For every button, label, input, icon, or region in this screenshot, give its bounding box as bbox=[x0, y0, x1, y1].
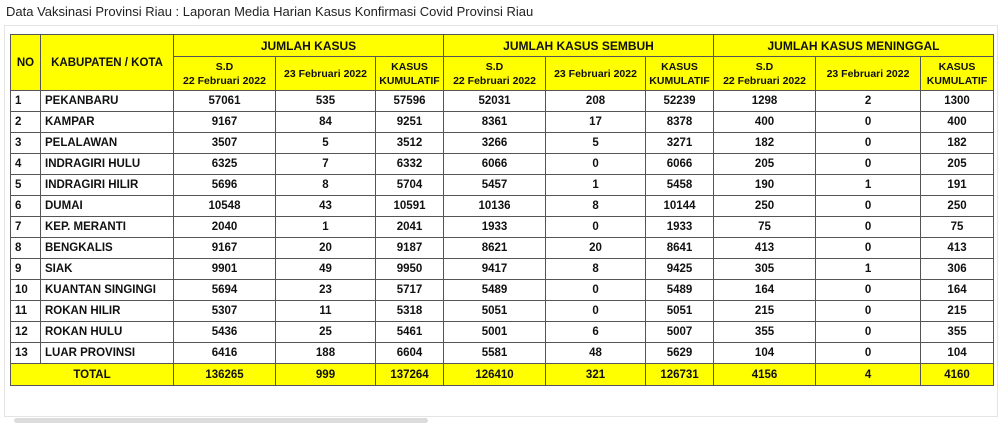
total-value: 999 bbox=[276, 364, 376, 386]
value-cell: 8 bbox=[546, 259, 646, 280]
subheader-cases-sd bbox=[174, 57, 276, 91]
value-cell: 8 bbox=[546, 196, 646, 217]
value-cell: 215 bbox=[714, 301, 816, 322]
table-row bbox=[11, 280, 994, 301]
value-cell: 9950 bbox=[376, 259, 444, 280]
value-cell: 3271 bbox=[646, 133, 714, 154]
value-cell: 6332 bbox=[376, 154, 444, 175]
value-cell: 413 bbox=[921, 238, 994, 259]
value-cell: 0 bbox=[816, 154, 921, 175]
value-cell: 306 bbox=[921, 259, 994, 280]
value-cell: 0 bbox=[546, 217, 646, 238]
table-row bbox=[11, 343, 994, 364]
value-cell: 250 bbox=[714, 196, 816, 217]
value-cell: 305 bbox=[714, 259, 816, 280]
value-cell: 5489 bbox=[444, 280, 546, 301]
value-cell: 6604 bbox=[376, 343, 444, 364]
value-cell: 9251 bbox=[376, 112, 444, 133]
value-cell: 5318 bbox=[376, 301, 444, 322]
row-number: 3 bbox=[11, 133, 41, 154]
region-name: KEP. MERANTI bbox=[41, 217, 174, 238]
value-cell: 57596 bbox=[376, 91, 444, 112]
subheader-sd-line2: 22 Februari 2022 bbox=[453, 74, 536, 87]
value-cell: 5458 bbox=[646, 175, 714, 196]
value-cell: 191 bbox=[921, 175, 994, 196]
value-cell: 1298 bbox=[714, 91, 816, 112]
value-cell: 3512 bbox=[376, 133, 444, 154]
value-cell: 0 bbox=[816, 196, 921, 217]
region-name: LUAR PROVINSI bbox=[41, 343, 174, 364]
subheader-cum-line1: KASUS bbox=[391, 60, 428, 73]
value-cell: 10144 bbox=[646, 196, 714, 217]
value-cell: 9167 bbox=[174, 238, 276, 259]
row-number: 8 bbox=[11, 238, 41, 259]
subheader-cum-line2: KUMULATIF bbox=[379, 74, 440, 87]
horizontal-scrollbar[interactable] bbox=[14, 418, 428, 423]
total-value: 126731 bbox=[646, 364, 714, 386]
value-cell: 250 bbox=[921, 196, 994, 217]
value-cell: 49 bbox=[276, 259, 376, 280]
total-label: TOTAL bbox=[11, 364, 174, 386]
subheader-recovered-sd bbox=[444, 57, 546, 91]
value-cell: 8378 bbox=[646, 112, 714, 133]
table-header bbox=[11, 35, 994, 91]
row-number: 12 bbox=[11, 322, 41, 343]
header-group-deaths: JUMLAH KASUS MENINGGAL bbox=[714, 35, 994, 57]
total-value: 136265 bbox=[174, 364, 276, 386]
value-cell: 9417 bbox=[444, 259, 546, 280]
region-name: KUANTAN SINGINGI bbox=[41, 280, 174, 301]
value-cell: 205 bbox=[921, 154, 994, 175]
region-name: ROKAN HILIR bbox=[41, 301, 174, 322]
value-cell: 0 bbox=[816, 217, 921, 238]
value-cell: 10548 bbox=[174, 196, 276, 217]
row-number: 9 bbox=[11, 259, 41, 280]
value-cell: 0 bbox=[816, 133, 921, 154]
value-cell: 0 bbox=[816, 301, 921, 322]
subheader-cases-cumulative bbox=[376, 57, 444, 91]
table-row bbox=[11, 154, 994, 175]
table-row bbox=[11, 301, 994, 322]
table-row bbox=[11, 238, 994, 259]
region-name: PELALAWAN bbox=[41, 133, 174, 154]
value-cell: 190 bbox=[714, 175, 816, 196]
table-footer bbox=[11, 364, 994, 386]
subheader-sd-line1: S.D bbox=[215, 60, 234, 73]
total-value: 126410 bbox=[444, 364, 546, 386]
value-cell: 0 bbox=[816, 238, 921, 259]
row-number: 6 bbox=[11, 196, 41, 217]
table-row bbox=[11, 112, 994, 133]
value-cell: 8641 bbox=[646, 238, 714, 259]
subheader-recovered-cumulative bbox=[646, 57, 714, 91]
value-cell: 43 bbox=[276, 196, 376, 217]
region-name: INDRAGIRI HULU bbox=[41, 154, 174, 175]
region-name: SIAK bbox=[41, 259, 174, 280]
value-cell: 0 bbox=[546, 301, 646, 322]
value-cell: 6 bbox=[546, 322, 646, 343]
value-cell: 9167 bbox=[174, 112, 276, 133]
value-cell: 0 bbox=[816, 112, 921, 133]
value-cell: 5581 bbox=[444, 343, 546, 364]
value-cell: 2041 bbox=[376, 217, 444, 238]
region-name: KAMPAR bbox=[41, 112, 174, 133]
value-cell: 2040 bbox=[174, 217, 276, 238]
value-cell: 5489 bbox=[646, 280, 714, 301]
page-caption: Data Vaksinasi Provinsi Riau : Laporan Media Harian Kasus Konfirmasi Covid Provinsi Riau bbox=[6, 4, 534, 19]
table-row bbox=[11, 259, 994, 280]
value-cell: 25 bbox=[276, 322, 376, 343]
header-group-cases: JUMLAH KASUS bbox=[174, 35, 444, 57]
value-cell: 8621 bbox=[444, 238, 546, 259]
value-cell: 7 bbox=[276, 154, 376, 175]
table-row bbox=[11, 322, 994, 343]
value-cell: 5 bbox=[546, 133, 646, 154]
value-cell: 6416 bbox=[174, 343, 276, 364]
row-number: 13 bbox=[11, 343, 41, 364]
value-cell: 0 bbox=[546, 280, 646, 301]
value-cell: 5051 bbox=[444, 301, 546, 322]
value-cell: 10136 bbox=[444, 196, 546, 217]
value-cell: 2 bbox=[816, 91, 921, 112]
value-cell: 84 bbox=[276, 112, 376, 133]
table-row bbox=[11, 133, 994, 154]
total-value: 4156 bbox=[714, 364, 816, 386]
value-cell: 400 bbox=[714, 112, 816, 133]
value-cell: 75 bbox=[921, 217, 994, 238]
value-cell: 6066 bbox=[444, 154, 546, 175]
subheader-cases-day: 23 Februari 2022 bbox=[276, 57, 376, 91]
header-group-recovered: JUMLAH KASUS SEMBUH bbox=[444, 35, 714, 57]
row-number: 4 bbox=[11, 154, 41, 175]
value-cell: 9187 bbox=[376, 238, 444, 259]
subheader-deaths-cumulative bbox=[921, 57, 994, 91]
value-cell: 57061 bbox=[174, 91, 276, 112]
value-cell: 215 bbox=[921, 301, 994, 322]
value-cell: 20 bbox=[546, 238, 646, 259]
value-cell: 5717 bbox=[376, 280, 444, 301]
value-cell: 104 bbox=[714, 343, 816, 364]
header-region: KABUPATEN / KOTA bbox=[41, 35, 174, 91]
value-cell: 400 bbox=[921, 112, 994, 133]
table-row bbox=[11, 175, 994, 196]
table-row bbox=[11, 91, 994, 112]
value-cell: 10591 bbox=[376, 196, 444, 217]
subheader-sd-line2: 22 Februari 2022 bbox=[723, 74, 806, 87]
value-cell: 5051 bbox=[646, 301, 714, 322]
value-cell: 0 bbox=[816, 343, 921, 364]
value-cell: 5307 bbox=[174, 301, 276, 322]
row-number: 1 bbox=[11, 91, 41, 112]
value-cell: 535 bbox=[276, 91, 376, 112]
value-cell: 205 bbox=[714, 154, 816, 175]
value-cell: 1 bbox=[816, 259, 921, 280]
row-number: 10 bbox=[11, 280, 41, 301]
value-cell: 6325 bbox=[174, 154, 276, 175]
table-row bbox=[11, 217, 994, 238]
total-row bbox=[11, 364, 994, 386]
value-cell: 5696 bbox=[174, 175, 276, 196]
value-cell: 5629 bbox=[646, 343, 714, 364]
value-cell: 5704 bbox=[376, 175, 444, 196]
value-cell: 208 bbox=[546, 91, 646, 112]
value-cell: 3507 bbox=[174, 133, 276, 154]
subheader-deaths-sd bbox=[714, 57, 816, 91]
row-number: 7 bbox=[11, 217, 41, 238]
value-cell: 1933 bbox=[646, 217, 714, 238]
value-cell: 1 bbox=[546, 175, 646, 196]
subheader-cum-line2: KUMULATIF bbox=[926, 74, 988, 87]
row-number: 5 bbox=[11, 175, 41, 196]
total-value: 4 bbox=[816, 364, 921, 386]
value-cell: 164 bbox=[714, 280, 816, 301]
subheader-sd-line2: 22 Februari 2022 bbox=[183, 74, 266, 87]
row-number: 2 bbox=[11, 112, 41, 133]
value-cell: 104 bbox=[921, 343, 994, 364]
value-cell: 9901 bbox=[174, 259, 276, 280]
subheader-recovered-day: 23 Februari 2022 bbox=[546, 57, 646, 91]
subheader-sd-line1: S.D bbox=[755, 60, 774, 73]
value-cell: 1 bbox=[816, 175, 921, 196]
subheader-sd-line1: S.D bbox=[485, 60, 504, 73]
value-cell: 75 bbox=[714, 217, 816, 238]
subheader-cum-line2: KUMULATIF bbox=[649, 74, 710, 87]
value-cell: 1 bbox=[276, 217, 376, 238]
value-cell: 11 bbox=[276, 301, 376, 322]
covid-cases-table bbox=[10, 34, 994, 386]
value-cell: 17 bbox=[546, 112, 646, 133]
value-cell: 0 bbox=[816, 322, 921, 343]
table-body bbox=[11, 91, 994, 364]
region-name: BENGKALIS bbox=[41, 238, 174, 259]
region-name: PEKANBARU bbox=[41, 91, 174, 112]
total-value: 4160 bbox=[921, 364, 994, 386]
value-cell: 9425 bbox=[646, 259, 714, 280]
value-cell: 5007 bbox=[646, 322, 714, 343]
subheader-cum-line1: KASUS bbox=[661, 60, 698, 73]
value-cell: 5436 bbox=[174, 322, 276, 343]
value-cell: 5001 bbox=[444, 322, 546, 343]
row-number: 11 bbox=[11, 301, 41, 322]
region-name: DUMAI bbox=[41, 196, 174, 217]
value-cell: 5694 bbox=[174, 280, 276, 301]
value-cell: 6066 bbox=[646, 154, 714, 175]
value-cell: 413 bbox=[714, 238, 816, 259]
value-cell: 188 bbox=[276, 343, 376, 364]
value-cell: 5 bbox=[276, 133, 376, 154]
subheader-deaths-day: 23 Februari 2022 bbox=[816, 57, 921, 91]
value-cell: 8 bbox=[276, 175, 376, 196]
subheader-cum-line1: KASUS bbox=[938, 60, 976, 73]
value-cell: 1300 bbox=[921, 91, 994, 112]
value-cell: 5457 bbox=[444, 175, 546, 196]
value-cell: 182 bbox=[714, 133, 816, 154]
value-cell: 20 bbox=[276, 238, 376, 259]
value-cell: 164 bbox=[921, 280, 994, 301]
value-cell: 355 bbox=[921, 322, 994, 343]
table-row bbox=[11, 196, 994, 217]
value-cell: 8361 bbox=[444, 112, 546, 133]
region-name: INDRAGIRI HILIR bbox=[41, 175, 174, 196]
total-value: 321 bbox=[546, 364, 646, 386]
value-cell: 0 bbox=[816, 280, 921, 301]
value-cell: 23 bbox=[276, 280, 376, 301]
value-cell: 48 bbox=[546, 343, 646, 364]
header-no: NO bbox=[11, 35, 41, 91]
value-cell: 0 bbox=[546, 154, 646, 175]
value-cell: 3266 bbox=[444, 133, 546, 154]
total-value: 137264 bbox=[376, 364, 444, 386]
value-cell: 182 bbox=[921, 133, 994, 154]
value-cell: 52031 bbox=[444, 91, 546, 112]
value-cell: 355 bbox=[714, 322, 816, 343]
value-cell: 5461 bbox=[376, 322, 444, 343]
value-cell: 1933 bbox=[444, 217, 546, 238]
value-cell: 52239 bbox=[646, 91, 714, 112]
region-name: ROKAN HULU bbox=[41, 322, 174, 343]
